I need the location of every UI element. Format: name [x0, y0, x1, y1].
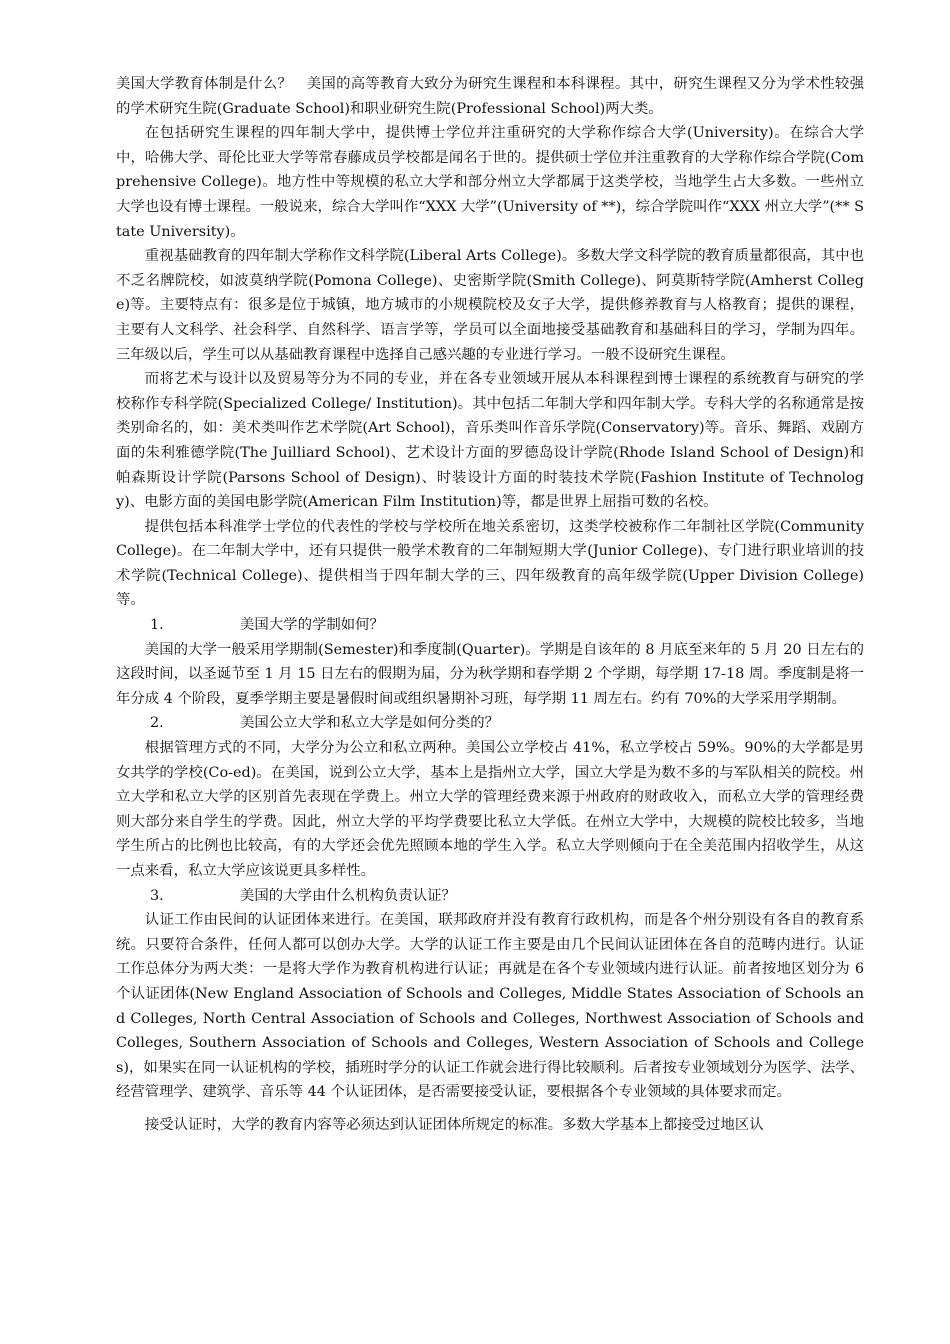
section-paragraph: 根据管理方式的不同，大学分为公立和私立两种。美国公立学校占 41%，私立学校占 59%。90%的大学都是男女共学的学校(Co-ed)。在美国，说到公立大学，基本上是指州立大学，国立大学是为数不多的与军队相关的院校。州立大学和私立大学的区别首先表现在学费上。州立大学的管理经费来源于州政府的财政收入，而私立大学的管理经费则大部分来自学生的学费。因此，州立大学的平均学费要比私立大学低。在州立大学中，大规模的院校比较多，当地学生所占的比例也比较高，有的大学还会优先照顾本地的学生入学。私立大学则倾向于在全美范围内招收学生，从这一点来看，私立大学应该说更具多样性。	[116, 740, 864, 879]
section-number: 2.	[150, 715, 164, 732]
specialized-college-paragraph: 而将艺术与设计以及贸易等分为不同的专业，并在各专业领域开展从本科课程到博士课程的系统教育与研究的学校称作专科学院(Specialized College/ Institution)。其中包括二年制大学和四年制大学。专科大学的名称通常是按类别命名的，如：美术类叫作艺术学院(Art School)，音乐类叫作音乐学院(Conservatory)等。音乐、舞蹈、戏剧方面的朱利雅德学院(The Juilliard School)、艺术设计方面的罗德岛设计学院(Rhode Island School of Design)和帕森斯设计学院(Parsons School of Design)、时装设计方面的时装技术学院(Fashion Institute of Technology)、电影方面的美国电影学院(American Film Institution)等，都是世界上屈指可数的名校。	[116, 371, 864, 511]
section-number: 1.	[150, 617, 164, 634]
section-number: 3.	[150, 887, 164, 904]
section-heading-3	[116, 884, 864, 909]
liberal-arts-paragraph: 重视基础教育的四年制大学称作文科学院(Liberal Arts College)。多数大学文科学院的教育质量都很高，其中也不乏名牌院校，如波莫纳学院(Pomona College)、史密斯学院(Smith College)、阿莫斯特学院(Amherst College)等。主要特点有：很多是位于城镇，地方城市的小规模院校及女子大学，提供修养教育与人格教育；提供的课程，主要有人文科学、社会科学、自然科学、语言学等，学员可以全面地接受基础教育和基础科目的学习，学制为四年。三年级以后，学生可以从基础教育课程中选择自己感兴趣的专业进行学习。一般不设研究生课程。	[116, 248, 864, 363]
community-college-paragraph: 提供包括本科准学士学位的代表性的学校与学校所在地关系密切，这类学校被称作二年制社区学院(Community College)。在二年制大学中，还有只提供一般学术教育的二年制短期大学(Junior College)、专门进行职业培训的技术学院(Technical College)、提供相当于四年制大学的三、四年级教育的高年级学院(Upper Division College)等。	[116, 518, 864, 609]
section-title: 美国公立大学和私立大学是如何分类的？	[240, 715, 500, 732]
section-paragraph: 接受认证时，大学的教育内容等必须达到认证团体所规定的标准。多数大学基本上都接受过地区认	[144, 1116, 764, 1133]
section-heading-1	[116, 613, 864, 638]
section-heading-2	[116, 711, 864, 736]
section-title: 美国大学的学制如何？	[240, 617, 384, 634]
university-types-paragraph: 在包括研究生课程的四年制大学中，提供博士学位并注重研究的大学称作综合大学(University)。在综合大学中，哈佛大学、哥伦比亚大学等常春藤成员学校都是闻名于世的。提供硕士学位并注重教育的大学称作综合学院(Comprehensive College)。地方性中等规模的私立大学和部分州立大学都属于这类学校，当地学生占大多数。一些州立大学也设有博士课程。一般说来，综合大学叫作“XXX 大学”(University of **)，综合学院叫作“XXX 州立大学”(** State University)。	[116, 125, 864, 240]
intro-paragraph: 美国大学教育体制是什么？ 美国的高等教育大致分为研究生课程和本科课程。其中，研究生课程又分为学术性较强的学术研究生院(Graduate School)和职业研究生院(Professional School)两大类。	[116, 76, 864, 117]
section-paragraph: 认证工作由民间的认证团体来进行。在美国，联邦政府并没有教育行政机构，而是各个州分别设有各自的教育系统。只要符合条件，任何人都可以创办大学。大学的认证工作主要是由几个民间认证团体在各自的范畴内进行。认证工作总体分为两大类：一是将大学作为教育机构进行认证；再就是在各个专业领域内进行认证。前者按地区划分为 6 个认证团体(New England Association of Schools and Colleges, Middle States Association of Schools and Colleges, North Central Association of Schools and Colleges, Northwest Association of Schools and Colleges, Southern Association of Schools and Colleges, Western Association of Schools and Colleges)，如果实在同一认证机构的学校，插班时学分的认证工作就会进行得比较顺利。后者按专业领域划分为医学、法学、经营管理学、建筑学、音乐等 44 个认证团体，是否需要接受认证，要根据各个专业领域的具体要求而定。	[116, 912, 864, 1101]
section-paragraph: 美国的大学一般采用学期制(Semester)和季度制(Quarter)。学期是自该年的 8 月底至来年的 5 月 20 日左右的这段时间，以圣诞节至 1 月 15 日左右的假期为届，分为秋学期和春学期 2 个学期，每学期 17-18 周。季度制是将一年分成 4 个阶段，夏季学期主要是暑假时间或组织暑期补习班，每学期 11 周左右。约有 70%的大学采用学期制。	[116, 641, 864, 707]
section-title: 美国的大学由什么机构负责认证？	[240, 887, 456, 904]
